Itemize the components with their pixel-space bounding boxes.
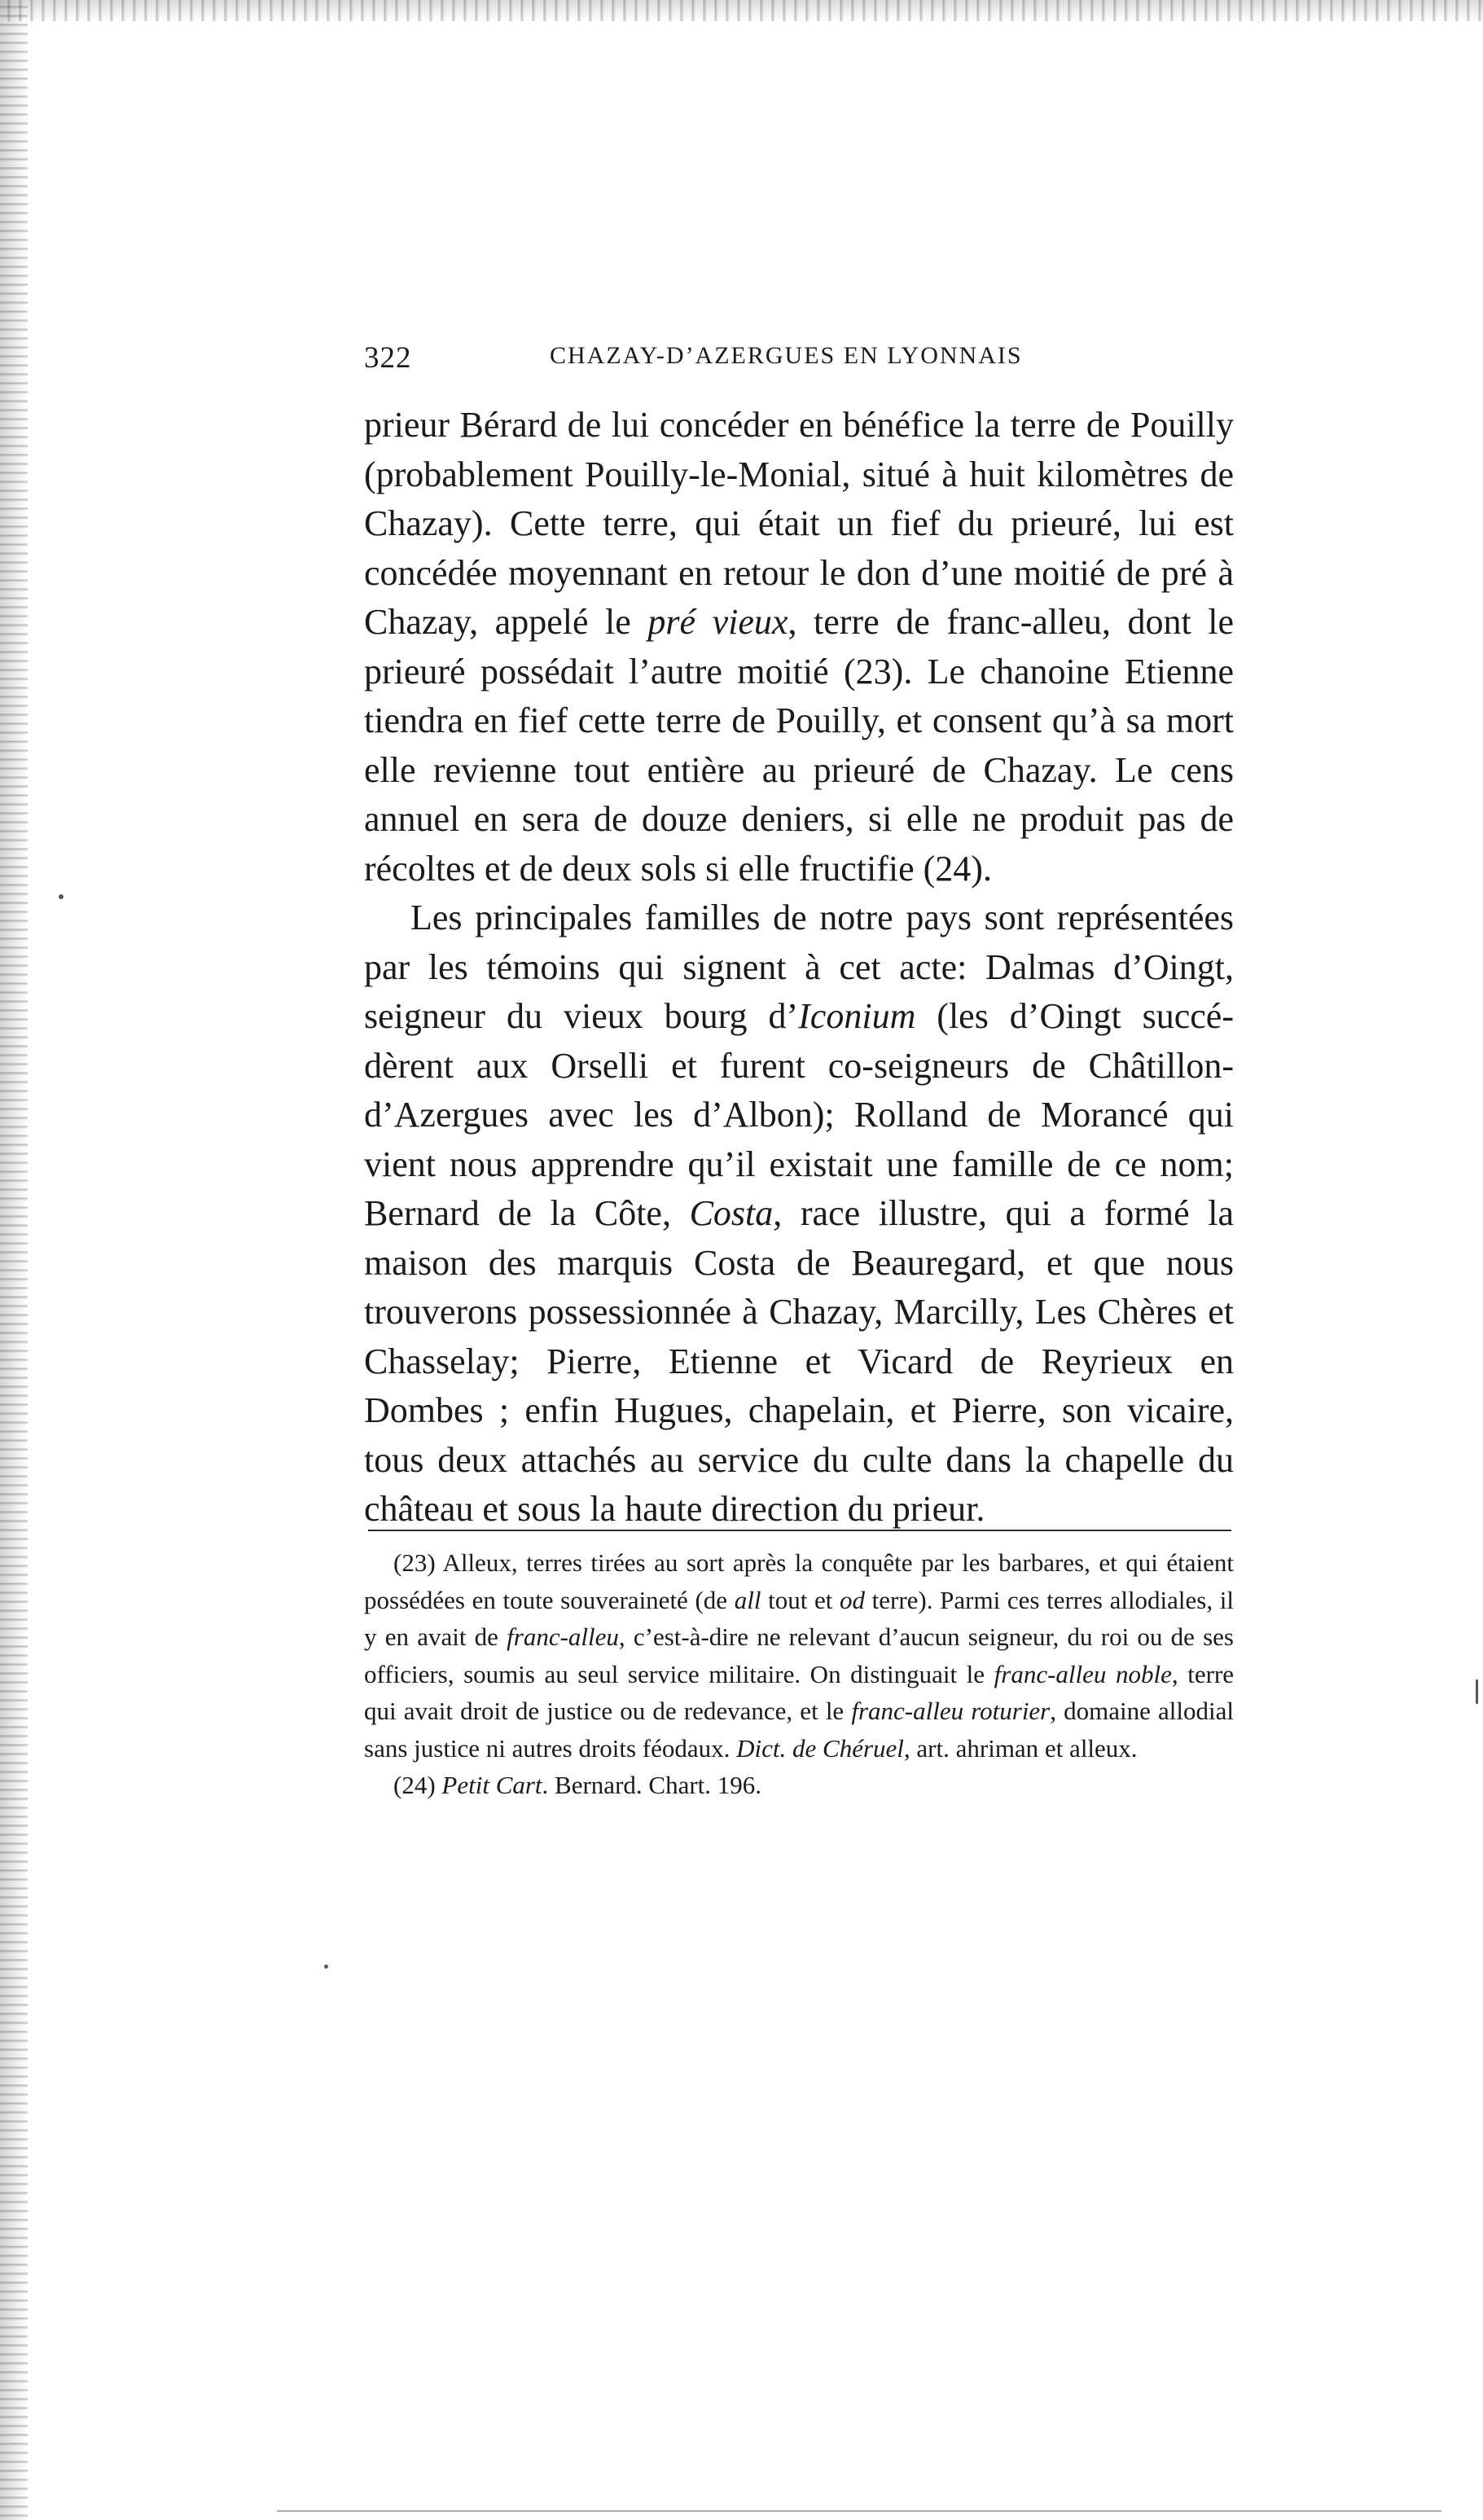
footnote-23-italic-franc-alleu-noble: franc-alleu noble bbox=[994, 1659, 1172, 1688]
page-header-title: CHAZAY-D’AZERGUES EN LYONNAIS bbox=[550, 342, 1023, 369]
paragraph-1 bbox=[364, 401, 1234, 893]
footnote-23-italic-dict-cheruel: Dict. de Chéruel bbox=[736, 1733, 904, 1763]
scan-edge-bottom bbox=[277, 2510, 1441, 2512]
footnote-23-part-g: , c’est-à-dire ne relevant d’aucun seigneur, du roi ou de ses officiers, soumis au seul service militaire. On distinguait le bbox=[364, 1622, 1234, 1688]
footnote-separator bbox=[368, 1530, 1231, 1531]
footnote-24-part-a: (24) bbox=[393, 1771, 442, 1799]
scan-mark bbox=[1476, 1679, 1478, 1704]
body-text bbox=[364, 401, 1234, 1534]
paragraph-1-italic-pre-vieux: pré vieux bbox=[647, 602, 788, 642]
paragraph-2-part-e: , race illustre, qui a formé la maison des marquis Costa de Beauregard, et que nous trouverons possessionnée à Chazay, Marcilly, Les Chères et Chasselay; Pierre, Etienne et Vicard de Reyrieux en Dombes ; enfin Hugues, chapelain, et Pierre, son vicaire, tous deux attachés au service du culte dans la chapelle du château et sous la haute direction du prieur. bbox=[364, 1193, 1234, 1529]
footnote-23-part-c: tout et bbox=[761, 1585, 840, 1614]
footnote-24-part-c: . Bernard. Chart. 196. bbox=[542, 1771, 762, 1799]
footnote-23-part-a: (23) Alleux, terres tirées au sort après la conquête par les barbares, et qui étaient possédées en toute souveraineté (de bbox=[364, 1548, 1234, 1614]
paragraph-2 bbox=[364, 893, 1234, 1534]
paragraph-2-italic-costa: Costa bbox=[689, 1193, 774, 1233]
footnote-23-part-i: , terre qui avait droit de justice ou de redevance, et le bbox=[364, 1659, 1234, 1725]
paragraph-1-part-c: , terre de franc-alleu, dont le prieuré possédait l’autre moitié (23). Le chanoine Etienne tiendra en fief cette terre de Pouilly, et consent qu’à sa mort elle revienne tout entière au prieuré de Chazay. Le cens annuel en sera de douze deniers, si elle ne produit pas de récoltes et de deux sols si elle fructifie (24). bbox=[364, 602, 1235, 889]
scan-edge-left bbox=[0, 0, 28, 2520]
footnote-23-part-k: , domaine allodial sans justice ni autres droits féodaux. bbox=[364, 1697, 1235, 1763]
footnote-23-italic-all: all bbox=[734, 1585, 761, 1614]
footnote-23-part-m: , art. ahriman et alleux. bbox=[903, 1733, 1138, 1763]
paragraph-2-italic-iconium: Iconium bbox=[798, 996, 916, 1036]
footnote-24 bbox=[364, 1767, 1234, 1804]
footnote-23 bbox=[364, 1544, 1234, 1767]
footnote-24-italic-petit-cart: Petit Cart bbox=[441, 1771, 542, 1799]
scan-speck bbox=[324, 1965, 328, 1969]
scan-speck bbox=[59, 894, 64, 899]
running-head bbox=[364, 340, 1234, 389]
paragraph-2-part-c: (les d’Oingt succé-dèrent aux Orselli et furent co-seigneurs de Châtillon-d’Azergues avec les d’Albon); Rolland de Morancé qui vient nous apprendre qu’il existait une famille de ce nom; Bernard de la Côte, bbox=[364, 996, 1234, 1233]
footnote-23-italic-od: od bbox=[840, 1585, 865, 1614]
page-number: 322 bbox=[364, 341, 412, 375]
footnote-23-part-e: terre). Parmi ces terres allodiales, il y en avait de bbox=[364, 1585, 1234, 1651]
footnote-23-italic-franc-alleu-roturier: franc-alleu roturier bbox=[851, 1697, 1051, 1725]
paragraph-2-part-a: Les principales familles de notre pays sont représentées par les témoins qui signent à cet acte: Dalmas d’Oingt, seigneur du vieux bourg d’ bbox=[364, 898, 1234, 1036]
footnotes bbox=[364, 1544, 1234, 1804]
footnote-23-italic-franc-alleu: franc-alleu bbox=[507, 1622, 619, 1651]
paragraph-1-part-a: prieur Bérard de lui concéder en bénéfice la terre de Pouilly (probablement Pouilly-le-Monial, situé à huit kilomètres de Chazay). Cette terre, qui était un fief du prieuré, lui est concédée moyennant en retour le don d’une moitié de pré à Chazay, appelé le bbox=[364, 405, 1234, 642]
scan-edge-top bbox=[0, 0, 1483, 21]
